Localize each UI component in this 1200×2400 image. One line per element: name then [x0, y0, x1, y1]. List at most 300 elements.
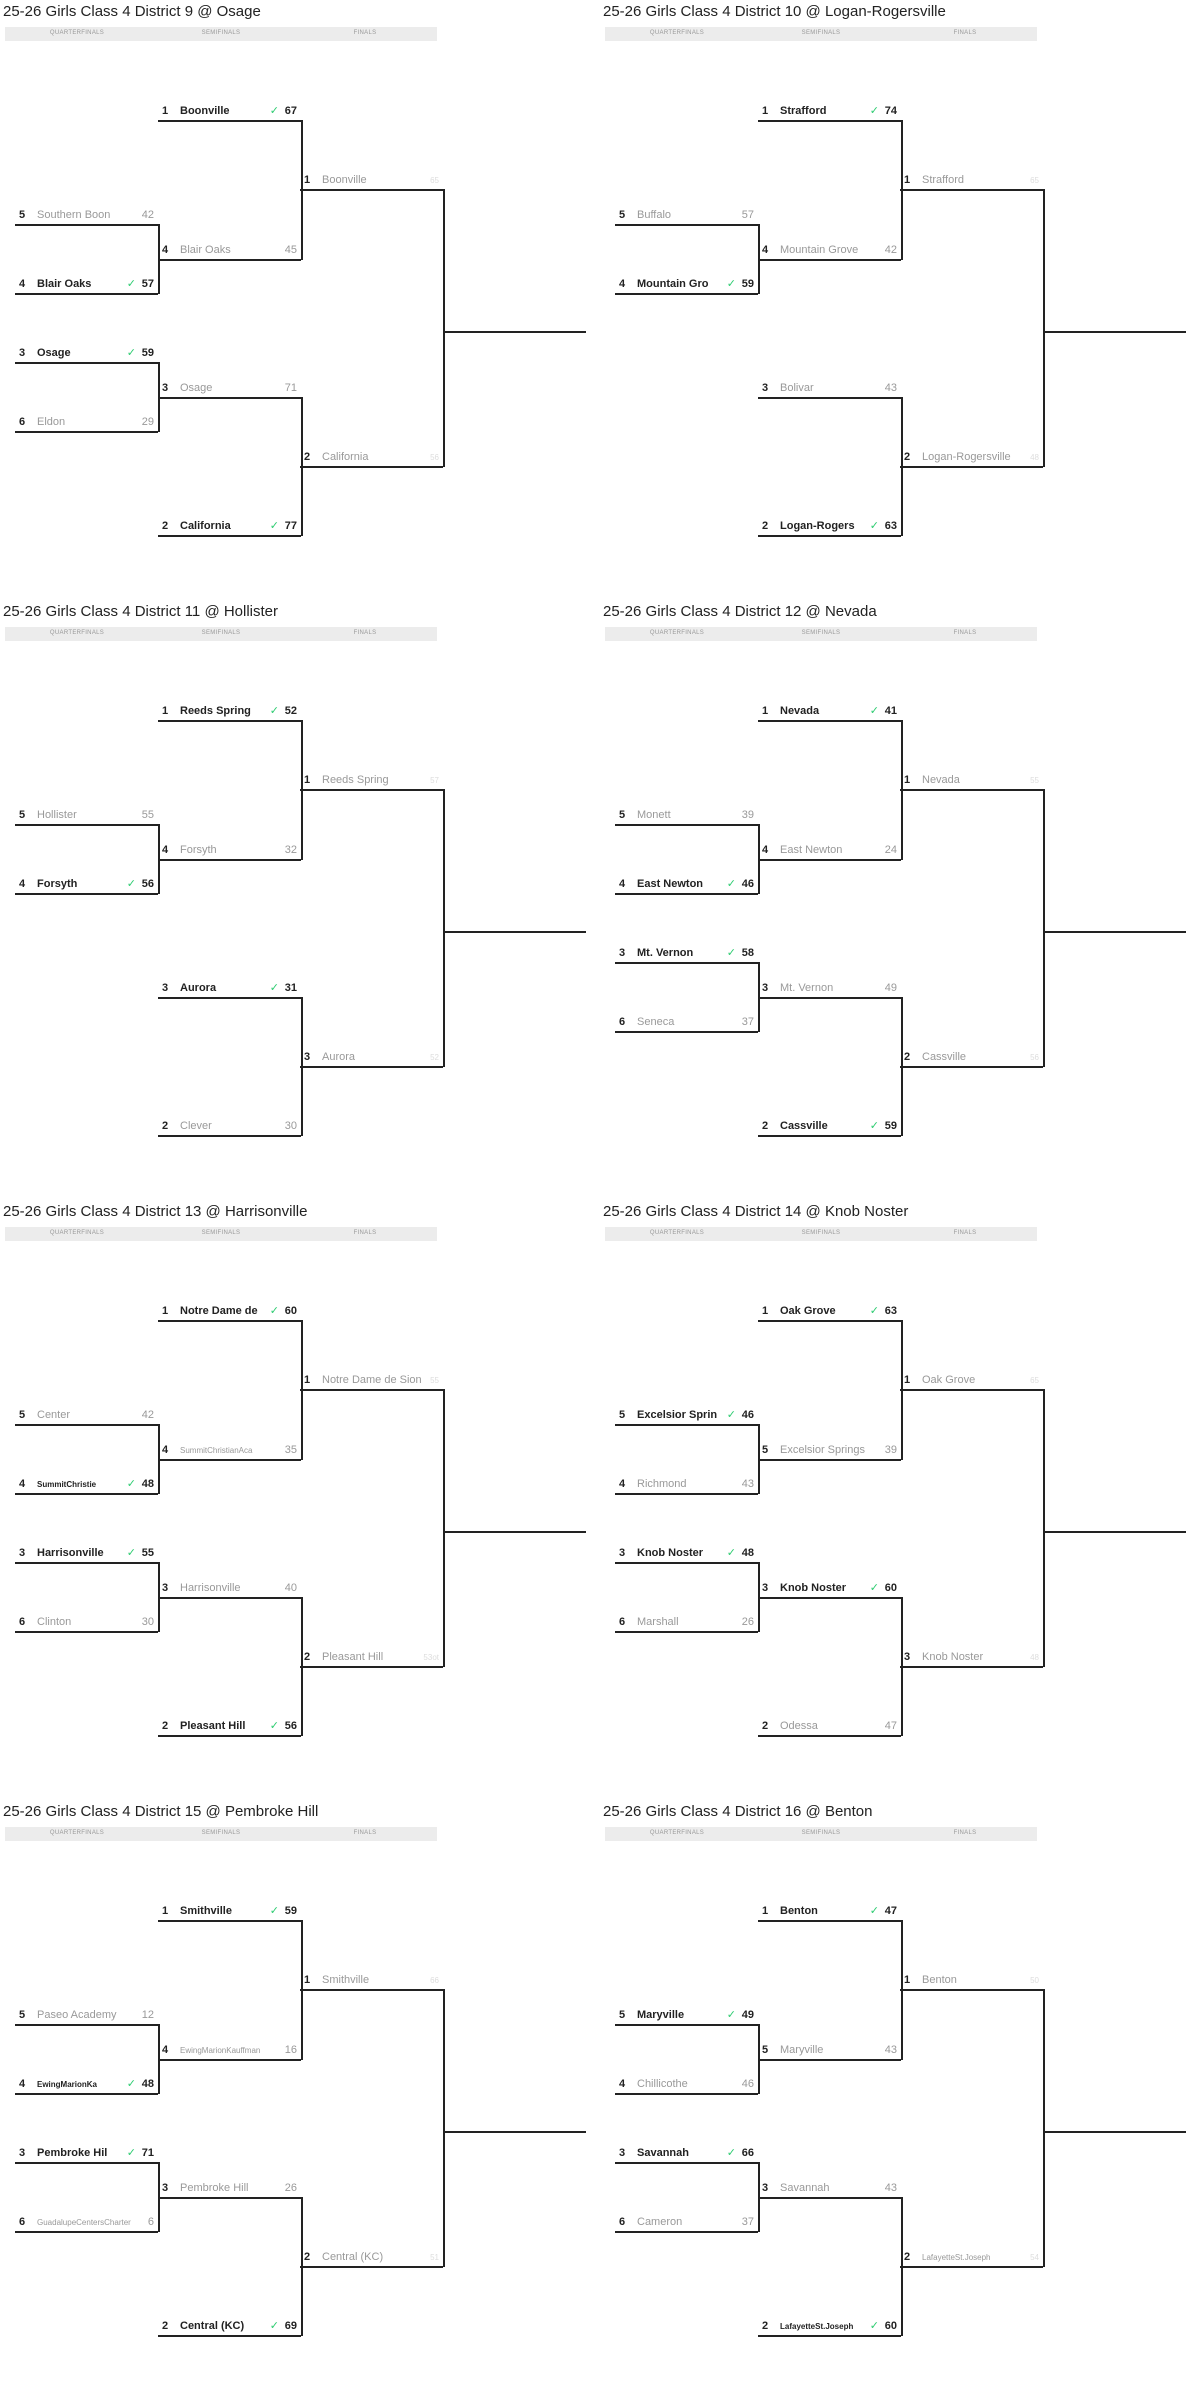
team-name: Harrisonville	[180, 1582, 241, 1594]
bracket-line	[158, 535, 301, 537]
bracket-district	[0, 600, 590, 1200]
team-entry[interactable]	[158, 518, 301, 535]
team-name: Cassville	[780, 1120, 828, 1132]
round-label: SEMIFINALS	[201, 1830, 241, 1836]
team-score: 24	[884, 844, 897, 856]
team-entry[interactable]	[615, 2214, 758, 2231]
team-entry[interactable]	[15, 345, 158, 362]
team-entry[interactable]	[158, 842, 301, 859]
bracket-line	[15, 1493, 158, 1495]
team-seed: 3	[619, 1547, 626, 1559]
team-seed: 3	[19, 347, 26, 359]
team-name: Eldon	[37, 416, 66, 428]
team-entry[interactable]	[158, 380, 301, 397]
bracket-line	[300, 1666, 443, 1668]
team-entry[interactable]	[15, 2145, 158, 2162]
team-entry[interactable]	[15, 207, 158, 224]
winner-check-icon: ✓	[869, 1120, 879, 1132]
team-name: Nevada	[922, 774, 960, 786]
team-score: 55	[141, 1547, 154, 1559]
team-name: Mountain Grove	[780, 244, 859, 256]
team-entry[interactable]	[758, 103, 901, 120]
bracket-line	[158, 2059, 301, 2061]
bracket-line	[758, 1135, 901, 1137]
team-entry[interactable]	[615, 1545, 758, 1562]
team-name: Center	[37, 1409, 71, 1421]
round-label: QUARTERFINALS	[649, 30, 705, 36]
bracket-line	[900, 2266, 1043, 2268]
team-score: 58	[741, 947, 754, 959]
team-score: 77	[284, 520, 297, 532]
team-score: 37	[741, 1016, 754, 1028]
team-score: 51	[430, 2253, 439, 2262]
team-name: Cassville	[922, 1051, 967, 1063]
team-score: 48	[1030, 1653, 1039, 1662]
winner-check-icon: ✓	[726, 1547, 736, 1559]
team-seed: 3	[19, 2147, 26, 2159]
team-seed: 2	[904, 2251, 911, 2263]
bracket-line	[758, 2059, 901, 2061]
team-entry[interactable]	[300, 1372, 443, 1389]
round-label: QUARTERFINALS	[649, 1230, 705, 1236]
team-name: Smithville	[180, 1905, 232, 1917]
team-score: 74	[884, 105, 897, 117]
round-header	[605, 1827, 1037, 1841]
team-seed: 3	[162, 2182, 169, 2194]
team-seed: 3	[762, 1582, 769, 1594]
bracket-line	[758, 1562, 760, 1632]
bracket-line	[615, 293, 758, 295]
bracket-line	[758, 224, 760, 294]
round-header	[605, 1227, 1037, 1241]
team-score: 35	[284, 1444, 297, 1456]
team-entry[interactable]	[758, 1903, 901, 1920]
team-name: Paseo Academy	[37, 2009, 117, 2021]
bracket-line	[158, 2024, 160, 2094]
team-score: 49	[741, 2009, 754, 2021]
team-entry[interactable]	[615, 1014, 758, 1031]
team-entry[interactable]	[758, 518, 901, 535]
team-score: 60	[884, 2320, 897, 2332]
team-score: 43	[884, 2044, 897, 2056]
team-entry[interactable]	[615, 2145, 758, 2162]
team-seed: 1	[904, 1374, 911, 1386]
team-entry[interactable]	[900, 1049, 1043, 1066]
winner-check-icon: ✓	[869, 2320, 879, 2332]
team-seed: 5	[19, 809, 26, 821]
team-name: Pleasant Hill	[322, 1651, 384, 1663]
round-header	[5, 627, 437, 641]
team-entry[interactable]	[158, 703, 301, 720]
bracket-line	[1043, 1989, 1045, 2267]
team-entry[interactable]	[758, 2180, 901, 2197]
team-score: 55	[430, 1376, 439, 1385]
team-seed: 5	[619, 2009, 626, 2021]
team-entry[interactable]	[615, 1407, 758, 1424]
team-seed: 1	[304, 1374, 311, 1386]
team-name: Pleasant Hill	[180, 1720, 246, 1732]
team-name: Knob Noster	[637, 1547, 703, 1559]
round-header	[5, 1227, 437, 1241]
bracket-line	[758, 2162, 760, 2232]
team-seed: 2	[762, 2320, 769, 2332]
team-entry[interactable]	[615, 807, 758, 824]
team-seed: 1	[762, 1905, 769, 1917]
round-label: QUARTERFINALS	[49, 1230, 105, 1236]
round-label: QUARTERFINALS	[49, 1830, 105, 1836]
team-entry[interactable]	[158, 242, 301, 259]
bracket-line	[1043, 1531, 1186, 1533]
team-score: 66	[430, 1976, 439, 1985]
round-label: QUARTERFINALS	[49, 630, 105, 636]
round-header	[5, 1827, 437, 1841]
round-label: FINALS	[953, 1230, 977, 1236]
winner-check-icon: ✓	[126, 278, 136, 290]
round-label: FINALS	[953, 630, 977, 636]
bracket-title: 25-26 Girls Class 4 District 9 @ Osage	[3, 3, 261, 20]
team-score: 30	[141, 1616, 154, 1628]
team-entry[interactable]	[158, 1442, 301, 1459]
team-score: 59	[884, 1120, 897, 1132]
team-seed: 3	[162, 382, 169, 394]
team-entry[interactable]	[615, 876, 758, 893]
team-name: Savannah	[780, 2182, 830, 2194]
team-name: Benton	[922, 1974, 957, 1986]
team-entry[interactable]	[758, 980, 901, 997]
team-name: Excelsior Sprin	[637, 1409, 718, 1421]
bracket-line	[15, 824, 158, 826]
winner-check-icon: ✓	[869, 1305, 879, 1317]
bracket-line	[15, 893, 158, 895]
team-name: Buffalo	[637, 209, 672, 221]
bracket-line	[443, 189, 445, 467]
team-score: 57	[430, 776, 439, 785]
team-entry[interactable]	[900, 1972, 1043, 1989]
team-entry[interactable]	[900, 1649, 1043, 1666]
bracket-line	[158, 1920, 301, 1922]
team-entry[interactable]	[758, 380, 901, 397]
team-score: 37	[741, 2216, 754, 2228]
bracket-line	[900, 189, 1043, 191]
team-seed: 4	[162, 2044, 169, 2056]
team-entry[interactable]	[615, 207, 758, 224]
winner-check-icon: ✓	[869, 1905, 879, 1917]
winner-check-icon: ✓	[726, 1409, 736, 1421]
team-score: 67	[284, 105, 297, 117]
bracket-line	[758, 1735, 901, 1737]
team-seed: 6	[619, 1616, 626, 1628]
team-seed: 3	[762, 382, 769, 394]
bracket-line	[443, 1389, 445, 1667]
team-score: 65	[1030, 1376, 1039, 1385]
bracket-line	[158, 997, 301, 999]
team-seed: 6	[619, 2216, 626, 2228]
team-seed: 3	[762, 2182, 769, 2194]
team-seed: 2	[162, 1120, 169, 1132]
team-name: EwingMarionKa	[37, 2080, 98, 2089]
team-entry[interactable]	[300, 1049, 443, 1066]
winner-check-icon: ✓	[726, 2147, 736, 2159]
team-entry[interactable]	[615, 1476, 758, 1493]
team-entry[interactable]	[158, 103, 301, 120]
team-score: 42	[141, 209, 154, 221]
round-label: SEMIFINALS	[801, 30, 841, 36]
bracket-line	[758, 2335, 901, 2337]
team-score: 54	[1030, 2253, 1039, 2262]
round-label: FINALS	[953, 30, 977, 36]
team-seed: 4	[19, 878, 26, 890]
team-score: 55	[1030, 776, 1039, 785]
team-name: Maryville	[780, 2044, 824, 2056]
team-entry[interactable]	[300, 1649, 443, 1666]
round-header	[5, 27, 437, 41]
winner-check-icon: ✓	[126, 2147, 136, 2159]
team-entry[interactable]	[300, 172, 443, 189]
bracket-line	[158, 720, 301, 722]
team-entry[interactable]	[758, 1303, 901, 1320]
bracket-line	[900, 1066, 1043, 1068]
team-entry[interactable]	[158, 1118, 301, 1135]
team-seed: 4	[619, 2078, 626, 2090]
team-seed: 3	[304, 1051, 311, 1063]
team-entry[interactable]	[615, 2076, 758, 2093]
team-entry[interactable]	[300, 1972, 443, 1989]
team-seed: 4	[619, 878, 626, 890]
bracket-line	[758, 720, 901, 722]
team-entry[interactable]	[158, 2042, 301, 2059]
team-entry[interactable]	[758, 242, 901, 259]
team-score: 60	[284, 1305, 297, 1317]
round-label: SEMIFINALS	[201, 30, 241, 36]
team-entry[interactable]	[158, 1718, 301, 1735]
team-score: 16	[284, 2044, 297, 2056]
team-entry[interactable]	[758, 1442, 901, 1459]
bracket-line	[615, 1493, 758, 1495]
team-name: Seneca	[637, 1016, 675, 1028]
team-entry[interactable]	[900, 449, 1043, 466]
round-label: SEMIFINALS	[801, 1230, 841, 1236]
team-entry[interactable]	[900, 772, 1043, 789]
team-score: 60	[884, 1582, 897, 1594]
bracket-line	[758, 397, 901, 399]
bracket-line	[615, 1562, 758, 1564]
team-name: Cameron	[637, 2216, 683, 2228]
bracket-line	[15, 2231, 158, 2233]
team-score: 6	[147, 2216, 154, 2228]
team-name: EwingMarionKauffman	[180, 2046, 261, 2055]
bracket-line	[158, 2162, 160, 2232]
bracket-line	[1043, 2131, 1186, 2133]
bracket-line	[158, 1424, 160, 1494]
bracket-line	[15, 2162, 158, 2164]
winner-check-icon: ✓	[269, 982, 279, 994]
team-entry[interactable]	[15, 2007, 158, 2024]
team-entry[interactable]	[615, 945, 758, 962]
team-entry[interactable]	[15, 2076, 158, 2093]
team-seed: 4	[162, 244, 169, 256]
bracket-district	[0, 1800, 590, 2400]
bracket-line	[900, 1666, 1043, 1668]
team-entry[interactable]	[158, 980, 301, 997]
bracket-line	[900, 789, 1043, 791]
round-label: FINALS	[353, 1830, 377, 1836]
bracket-line	[158, 1562, 160, 1632]
team-entry[interactable]	[758, 1718, 901, 1735]
bracket-line	[158, 824, 160, 894]
bracket-line	[1043, 1389, 1045, 1667]
team-entry[interactable]	[15, 1476, 158, 1493]
team-entry[interactable]	[615, 1614, 758, 1631]
team-name: Southern Boon	[37, 209, 111, 221]
team-seed: 1	[162, 1305, 169, 1317]
team-score: 52	[284, 705, 297, 717]
team-entry[interactable]	[758, 2318, 901, 2335]
team-entry[interactable]	[758, 703, 901, 720]
bracket-line	[300, 466, 443, 468]
team-entry[interactable]	[900, 172, 1043, 189]
team-seed: 6	[19, 2216, 26, 2228]
bracket-line	[1043, 931, 1186, 933]
team-entry[interactable]	[158, 1903, 301, 1920]
team-name: Marshall	[637, 1616, 679, 1628]
team-seed: 1	[904, 174, 911, 186]
team-name: Benton	[780, 1905, 818, 1917]
team-name: Notre Dame de	[180, 1305, 258, 1317]
team-name: Pembroke Hil	[37, 2147, 108, 2159]
team-entry[interactable]	[15, 807, 158, 824]
team-score: 42	[884, 244, 897, 256]
bracket-line	[758, 1459, 901, 1461]
team-entry[interactable]	[900, 2249, 1043, 2266]
bracket-line	[615, 1031, 758, 1033]
bracket-line	[615, 1631, 758, 1633]
team-entry[interactable]	[15, 1545, 158, 1562]
team-seed: 2	[762, 1120, 769, 1132]
team-entry[interactable]	[158, 2318, 301, 2335]
team-name: Oak Grove	[780, 1305, 836, 1317]
team-entry[interactable]	[615, 276, 758, 293]
team-seed: 3	[619, 2147, 626, 2159]
team-entry[interactable]	[158, 1580, 301, 1597]
team-score: 47	[884, 1905, 897, 1917]
team-seed: 2	[904, 451, 911, 463]
round-label: SEMIFINALS	[201, 630, 241, 636]
team-entry[interactable]	[15, 2214, 158, 2231]
bracket-line	[443, 1989, 445, 2267]
bracket-line	[758, 1424, 760, 1494]
team-score: 48	[141, 1478, 154, 1490]
round-label: QUARTERFINALS	[49, 30, 105, 36]
team-score: 56	[1030, 1053, 1039, 1062]
bracket-line	[900, 1989, 1043, 1991]
team-seed: 5	[19, 209, 26, 221]
bracket-line	[158, 2335, 301, 2337]
team-seed: 1	[304, 774, 311, 786]
team-seed: 4	[762, 244, 769, 256]
winner-check-icon: ✓	[726, 947, 736, 959]
team-name: Central (KC)	[180, 2320, 245, 2332]
team-seed: 1	[904, 1974, 911, 1986]
team-score: 65	[430, 176, 439, 185]
round-label: QUARTERFINALS	[649, 630, 705, 636]
team-score: 12	[141, 2009, 154, 2021]
team-entry[interactable]	[15, 876, 158, 893]
team-name: Monett	[637, 809, 671, 821]
team-entry[interactable]	[758, 2042, 901, 2059]
bracket-line	[758, 962, 760, 1032]
bracket-title: 25-26 Girls Class 4 District 10 @ Logan-Rogersville	[603, 3, 946, 20]
bracket-line	[15, 2024, 158, 2026]
team-entry[interactable]	[758, 842, 901, 859]
team-entry[interactable]	[300, 772, 443, 789]
team-entry[interactable]	[15, 1614, 158, 1631]
bracket-line	[900, 466, 1043, 468]
team-score: 59	[741, 278, 754, 290]
team-entry[interactable]	[300, 2249, 443, 2266]
bracket-line	[15, 224, 158, 226]
team-entry[interactable]	[158, 1303, 301, 1320]
team-seed: 1	[304, 1974, 311, 1986]
team-name: SummitChristie	[37, 1480, 97, 1489]
team-score: 31	[284, 982, 297, 994]
winner-check-icon: ✓	[269, 1305, 279, 1317]
winner-check-icon: ✓	[269, 705, 279, 717]
bracket-district	[0, 0, 590, 600]
team-score: 46	[741, 878, 754, 890]
team-name: Aurora	[180, 982, 217, 994]
bracket-line	[300, 789, 443, 791]
team-seed: 5	[762, 2044, 769, 2056]
bracket-line	[1043, 789, 1045, 1067]
bracket-line	[15, 1631, 158, 1633]
team-seed: 6	[619, 1016, 626, 1028]
team-name: Aurora	[322, 1051, 356, 1063]
team-name: Pembroke Hill	[180, 2182, 249, 2194]
team-entry[interactable]	[15, 1407, 158, 1424]
team-name: Logan-Rogersville	[922, 451, 1011, 463]
team-score: 39	[741, 809, 754, 821]
winner-check-icon: ✓	[869, 1582, 879, 1594]
bracket-line	[300, 1066, 443, 1068]
bracket-line	[758, 259, 901, 261]
team-entry[interactable]	[615, 2007, 758, 2024]
team-entry[interactable]	[15, 414, 158, 431]
winner-check-icon: ✓	[269, 520, 279, 532]
team-entry[interactable]	[900, 1372, 1043, 1389]
team-score: 65	[1030, 176, 1039, 185]
team-entry[interactable]	[300, 449, 443, 466]
team-name: Odessa	[780, 1720, 818, 1732]
bracket-line	[615, 2162, 758, 2164]
team-score: 57	[141, 278, 154, 290]
team-seed: 5	[619, 809, 626, 821]
winner-check-icon: ✓	[126, 347, 136, 359]
bracket-line	[758, 859, 901, 861]
team-seed: 2	[762, 1720, 769, 1732]
team-name: GuadalupeCentersCharter	[37, 2218, 131, 2227]
team-score: 69	[284, 2320, 297, 2332]
team-entry[interactable]	[758, 1580, 901, 1597]
round-label: FINALS	[353, 30, 377, 36]
bracket-line	[615, 2024, 758, 2026]
team-entry[interactable]	[758, 1118, 901, 1135]
bracket-district	[0, 1200, 590, 1800]
team-name: Forsyth	[180, 844, 217, 856]
team-seed: 1	[762, 1305, 769, 1317]
team-entry[interactable]	[158, 2180, 301, 2197]
team-entry[interactable]	[15, 276, 158, 293]
winner-check-icon: ✓	[126, 878, 136, 890]
